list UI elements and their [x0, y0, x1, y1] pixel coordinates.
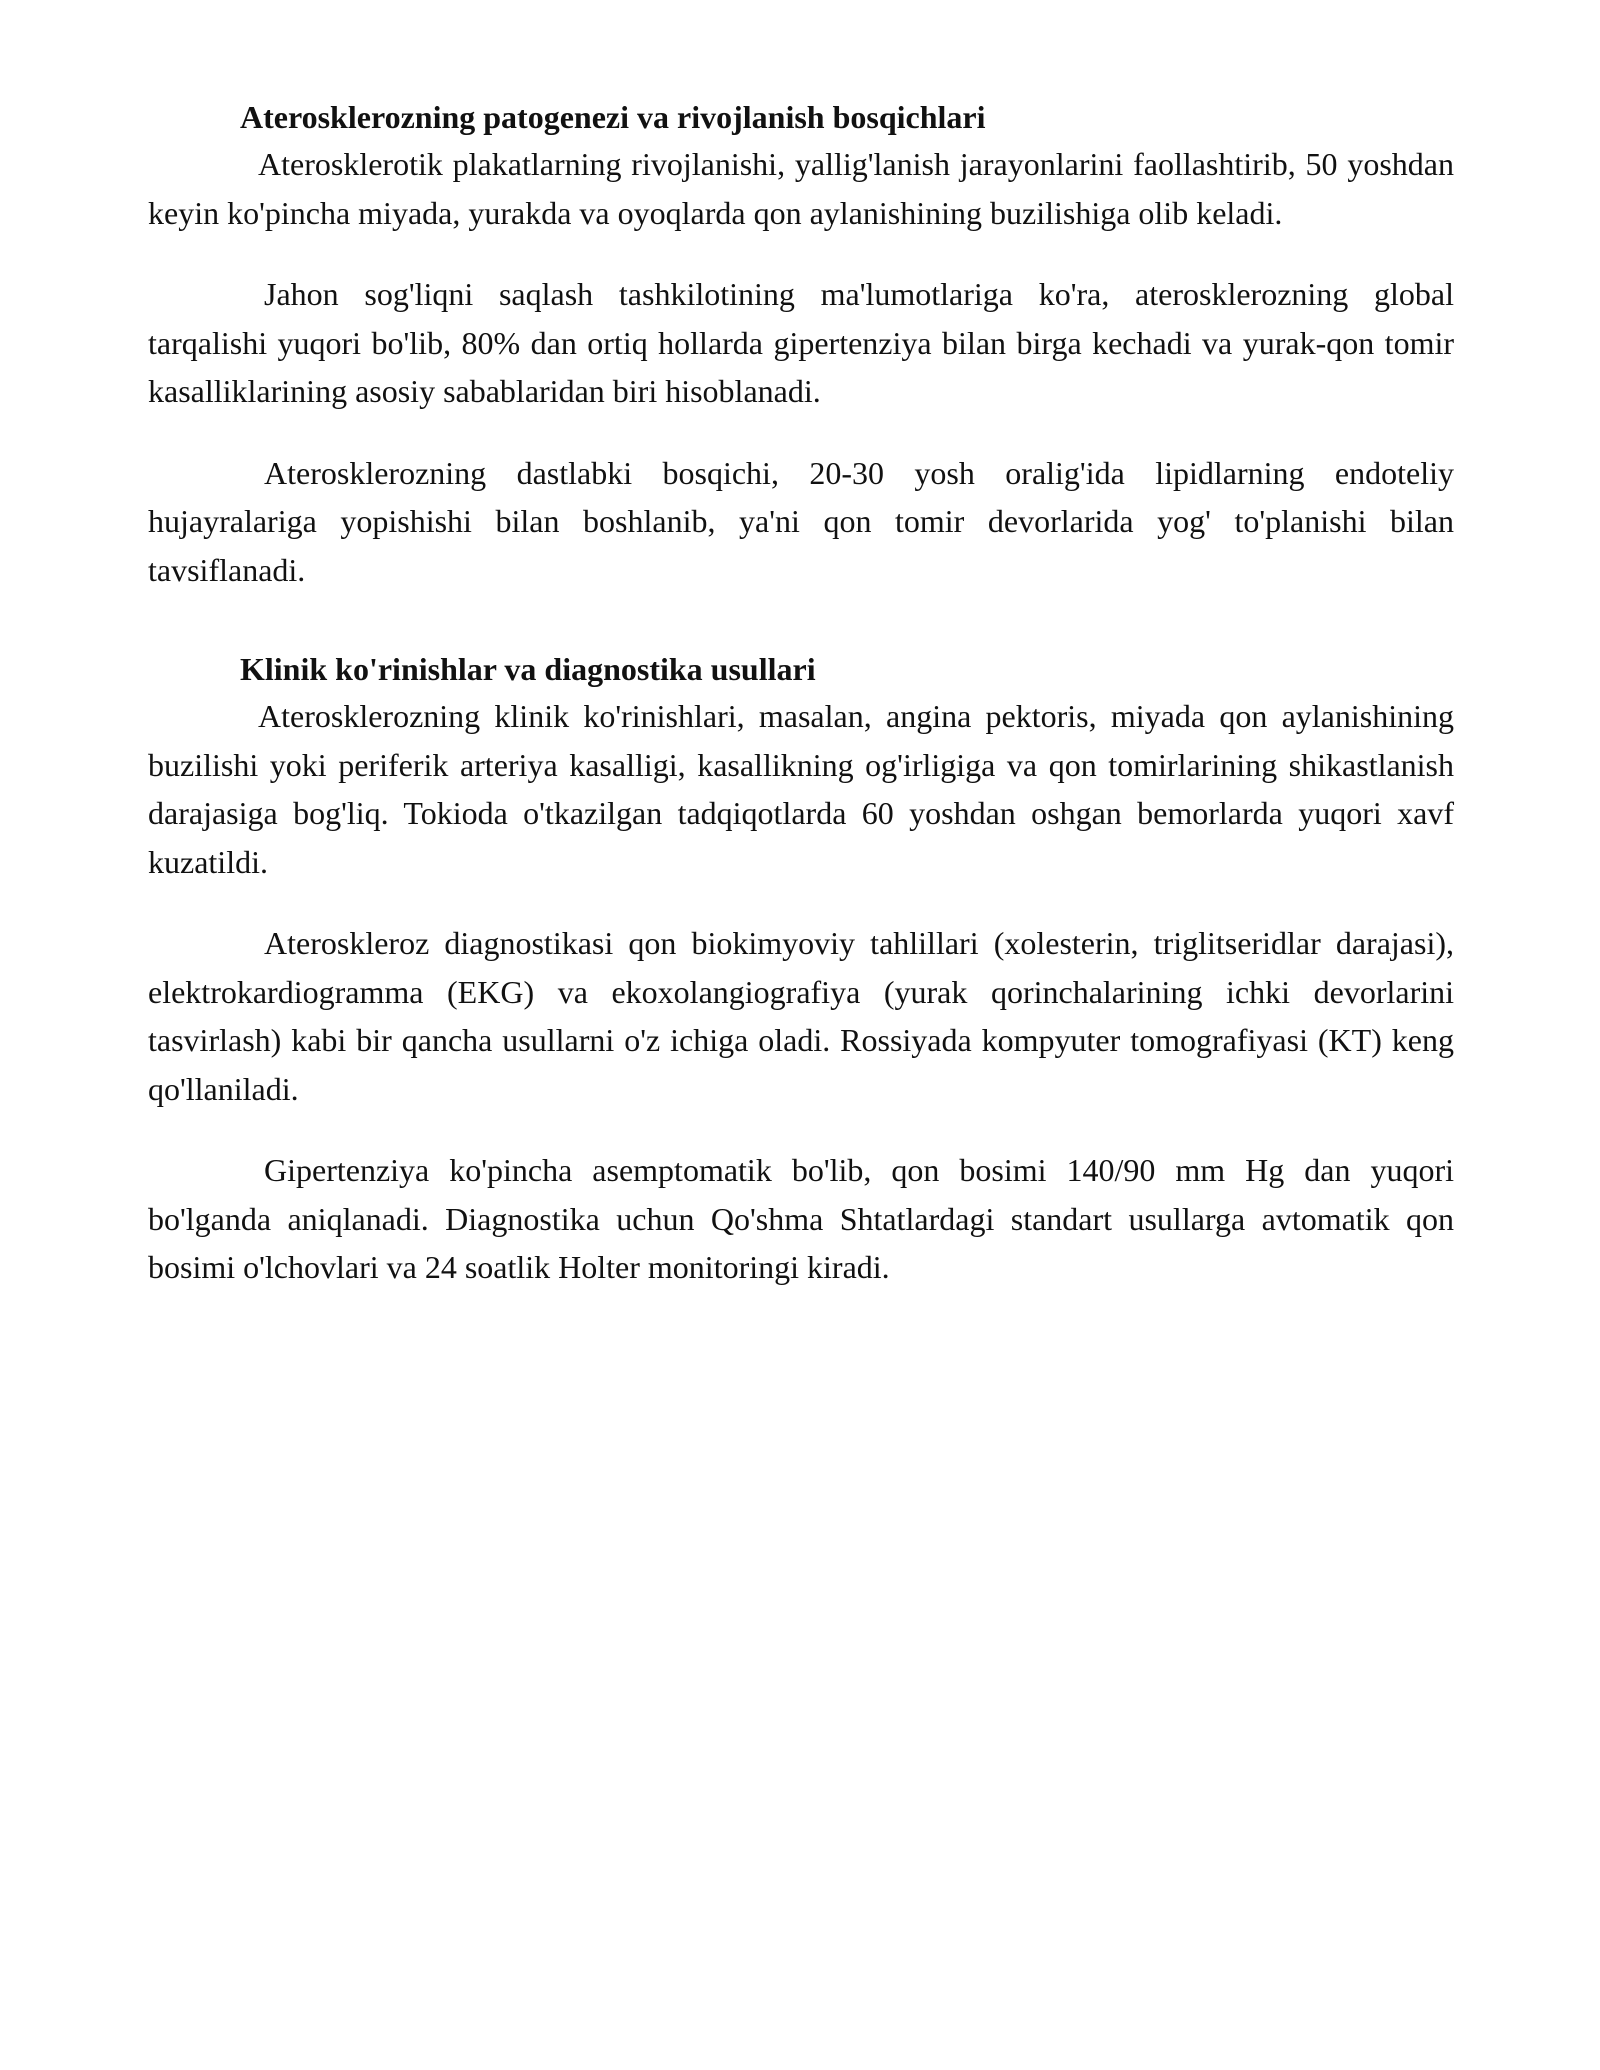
- paragraph-plaque-development: Aterosklerotik plakatlarning rivojlanishi, yallig'lanish jarayonlarini faollashtirib, 50 yoshdan keyin ko'pincha miyada, yurakda va oyoqlarda qon aylanishining buzilishiga olib keladi.: [148, 146, 1454, 231]
- paragraph-hypertension: Gipertenziya ko'pincha asemptomatik bo'lib, qon bosimi 140/90 mm Hg dan yuqori bo'lganda aniqlanadi. Diagnostika uchun Qo'shma Shtatlardagi standart usullarga avtomatik qon bosimi o'lchovlari va 24 soatlik Holter monitoringi kiradi.: [148, 1152, 1454, 1285]
- paragraph-early-stage: Aterosklerozning dastlabki bosqichi, 20-30 yosh oralig'ida lipidlarning endoteliy hujayralariga yopishishi bilan boshlanib, ya'ni qon tomir devorlarida yog' to'planishi bilan tavsiflanadi.: [148, 454, 1454, 588]
- section-heading-pathogenesis: Aterosklerozning patogenezi va rivojlanish bosqichlari: [240, 99, 986, 135]
- paragraph-spacer: [148, 886, 1454, 919]
- paragraph-diagnostics: Ateroskleroz diagnostikasi qon biokimyoviy tahlillari (xolesterin, triglitseridlar darajasi), elektrokardiogramma (EKG) va ekoxolangiografiya (yurak qorinchalarining ichki devorlarini tasvirlash) kabi bir qancha usullarni o'z ichiga oladi. Rossiyada kompyuter tomografiyasi (KT) keng qo'llaniladi.: [148, 925, 1454, 1107]
- section-spacer: [148, 594, 1454, 646]
- document-page: [148, 94, 1454, 1292]
- paragraph-spacer: [148, 1113, 1454, 1146]
- paragraph-clinical-manifestations: Aterosklerozning klinik ko'rinishlari, masalan, angina pektoris, miyada qon aylanishining buzilishi yoki periferik arteriya kasalligi, kasallikning og'irligiga va qon tomirlarining shikastlanish darajasiga bog'liq. Tokioda o'tkazilgan tadqiqotlarda 60 yoshdan oshgan bemorlarda yuqori xavf kuzatildi.: [148, 698, 1454, 880]
- paragraph-spacer: [148, 416, 1454, 449]
- section-heading-clinical: Klinik ko'rinishlar va diagnostika usullari: [240, 651, 816, 687]
- paragraph-who-statistics: Jahon sog'liqni saqlash tashkilotining ma'lumotlariga ko'ra, aterosklerozning global tarqalishi yuqori bo'lib, 80% dan ortiq hollarda gipertenziya bilan birga kechadi va yurak-qon tomir kasalliklarining asosiy sabablaridan biri hisoblanadi.: [148, 276, 1454, 409]
- paragraph-spacer: [148, 237, 1454, 270]
